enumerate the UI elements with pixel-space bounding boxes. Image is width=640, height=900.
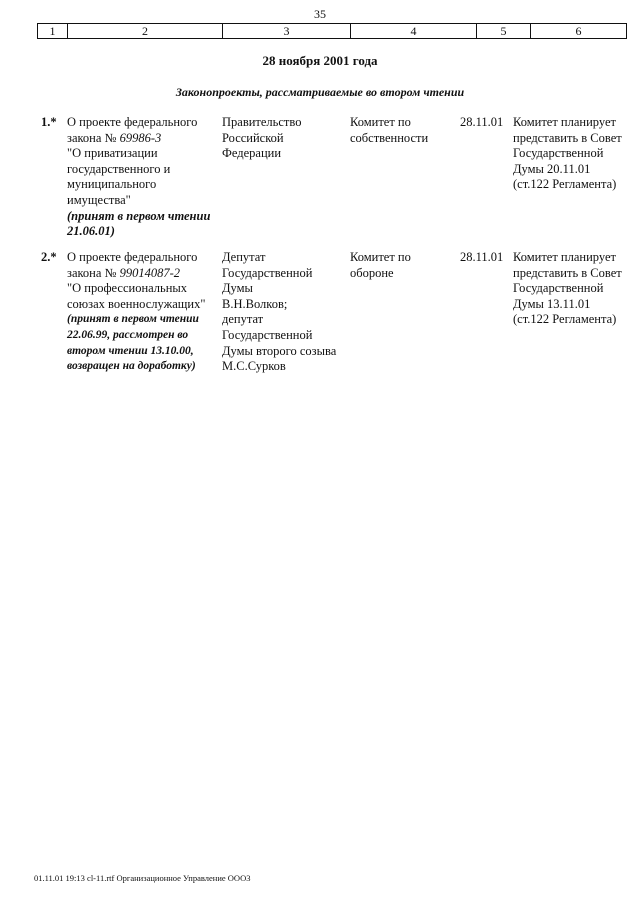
bill-title-line: "О профессиональных	[67, 281, 188, 296]
column-number: 2	[67, 24, 222, 38]
initiator-line: Федерации	[222, 146, 282, 161]
bill-title-line: государственного и	[67, 161, 171, 176]
bill-law-line	[67, 266, 219, 282]
note	[513, 250, 631, 328]
page-footer: 01.11.01 19:13 cl-11.rtf Организационное Управление ООО3	[34, 873, 251, 883]
law-prefix: закона №	[67, 265, 120, 280]
note	[513, 115, 631, 193]
law-prefix: закона №	[67, 130, 120, 145]
initiator-line: Государственной	[222, 265, 313, 280]
note-line: представить в Совет	[513, 130, 622, 145]
law-number: 69986-3	[119, 130, 162, 145]
note-line: (ст.122 Регламента)	[513, 177, 617, 192]
initiator-line: Думы	[222, 281, 253, 296]
bill-title-line: союзах военнослужащих"	[67, 296, 206, 311]
committee-line: обороне	[350, 265, 394, 280]
committee	[350, 250, 454, 281]
note-line: Государственной	[513, 146, 604, 161]
initiator-line: Правительство	[222, 115, 302, 129]
bill-status-line: (принят в первом чтении	[67, 313, 199, 326]
column-number: 6	[530, 24, 626, 38]
bill-title	[67, 115, 219, 240]
note-line: Комитет планирует	[513, 250, 616, 264]
note-line: (ст.122 Регламента)	[513, 312, 617, 327]
consideration-date: 28.11.01	[460, 115, 504, 129]
entry-number: 2.*	[41, 250, 57, 264]
page-number: 35	[314, 7, 326, 21]
column-number: 5	[476, 24, 530, 38]
note-line: представить в Совет	[513, 265, 622, 280]
committee-line: Комитет по	[350, 250, 411, 264]
committee-line: Комитет по	[350, 115, 411, 129]
consideration-date: 28.11.01	[460, 250, 504, 264]
initiator-line: Государственной	[222, 327, 313, 342]
initiator-line: Российской	[222, 130, 284, 145]
note-line: Государственной	[513, 281, 604, 296]
date-heading: 28 ноября 2001 года	[262, 53, 378, 68]
initiator-line: депутат	[222, 312, 264, 327]
initiator-line: М.С.Сурков	[222, 359, 286, 374]
bill-status-line: 22.06.99, рассмотрен во	[67, 328, 189, 341]
column-number: 3	[222, 24, 350, 38]
column-number-header	[37, 23, 627, 39]
bill-title-line: муниципального	[67, 177, 157, 192]
initiator-line: Депутат	[222, 250, 266, 264]
bill-status-line: (принят в первом чтении	[67, 208, 211, 223]
bill-status-line: втором чтении 13.10.00,	[67, 344, 194, 357]
law-number: 99014087-2	[119, 265, 181, 280]
bill-title-line: "О приватизации	[67, 146, 158, 161]
committee	[350, 115, 454, 146]
bill-status-line: возвращен на доработку)	[67, 360, 196, 373]
note-line: Комитет планирует	[513, 115, 616, 129]
committee-line: собственности	[350, 130, 429, 145]
bill-title-line: О проекте федерального	[67, 115, 198, 129]
note-line: Думы 13.11.01	[513, 296, 591, 311]
bill-title-line: имущества"	[67, 192, 131, 207]
bill-status-line: 21.06.01)	[67, 224, 115, 239]
entry-number: 1.*	[41, 115, 57, 129]
column-number: 1	[49, 24, 56, 38]
initiator	[222, 115, 348, 162]
bill-title	[67, 250, 219, 375]
initiator-line: Думы второго созыва	[222, 343, 337, 358]
note-line: Думы 20.11.01	[513, 161, 591, 176]
bill-law-line	[67, 131, 219, 147]
section-heading: Законопроекты, рассматриваемые во втором чтении	[175, 85, 465, 99]
initiator-line: В.Н.Волков;	[222, 296, 288, 311]
initiator	[222, 250, 348, 375]
bill-title-line: О проекте федерального	[67, 250, 198, 264]
column-number: 4	[350, 24, 476, 38]
